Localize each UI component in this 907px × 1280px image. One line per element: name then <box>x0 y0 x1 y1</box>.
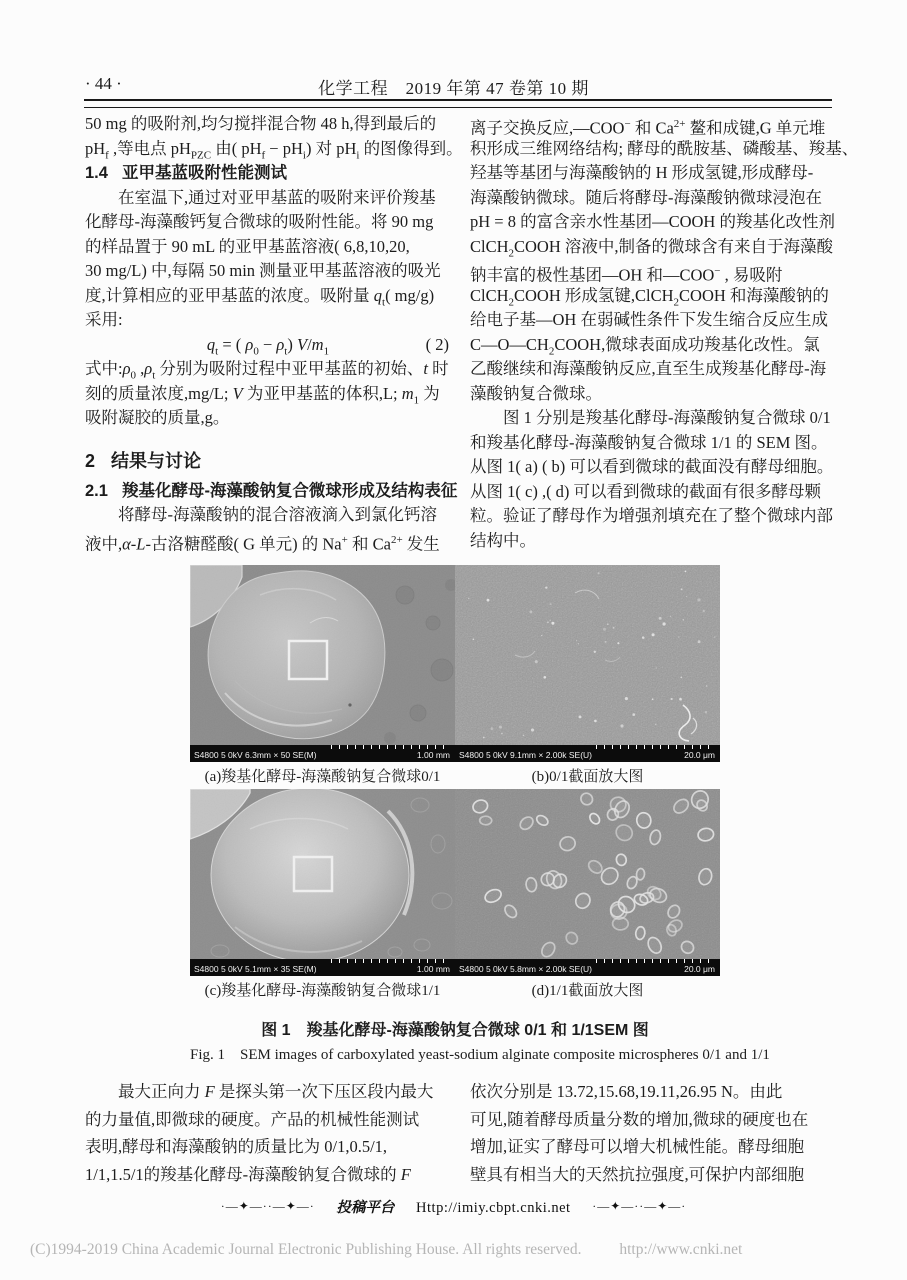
text-line: 30 mg/L) 中,每隔 50 min 测量亚甲基蓝溶液的吸光 <box>85 261 441 280</box>
text-line: 乙酸继续和海藻酸钠反应,直至生成羧基化酵母-海 <box>470 359 827 378</box>
scale-label: 20.0 μm <box>684 964 715 974</box>
footer-decor-right: ·—✦—··—✦—· <box>592 1199 687 1213</box>
text-line: 表明,酵母和海藻酸钠的质量比为 0/1,0.5/1, <box>85 1137 388 1156</box>
section-heading-2-1 <box>85 479 458 504</box>
sem-settings-text: S4800 5 0kV 5.1mm × 35 SE(M) <box>194 964 317 974</box>
sem-panel-b <box>455 565 720 762</box>
text-line: 从图 1( a) ( b) 可以看到微球的截面没有酵母细胞。 <box>470 457 834 476</box>
text-line: 的样品置于 90 mL 的亚甲基蓝溶液( 6,8,10,20, <box>85 236 410 256</box>
text-line: 钠丰富的极性基团—OH 和—COO− , 易吸附 <box>470 265 783 285</box>
scale-label: 1.00 mm <box>416 964 450 974</box>
text-line: 化酵母-海藻酸钙复合微球的吸附性能。将 90 mg <box>85 212 434 231</box>
section-title: 结果与讨论 <box>111 450 202 471</box>
subcaption-a: (a)羧基化酵母-海藻酸钠复合微球0/1 <box>204 769 441 785</box>
section-number: 2.1 <box>85 481 108 500</box>
copyright-url: http://www.cnki.net <box>619 1241 743 1258</box>
text-line: 的力量值,即微球的硬度。产品的机械性能测试 <box>85 1109 420 1129</box>
text-line: 从图 1( c) ,( d) 可以看到微球的截面有很多酵母颗 <box>470 481 822 501</box>
footer-decor-left: ·—✦—··—✦—· <box>220 1199 315 1213</box>
text-line: 增加,证实了酵母可以增大机械性能。酵母细胞 <box>470 1137 805 1156</box>
text-line: $C—O—CH_2COOH$,微球表面成功羧基化改性。氯 <box>470 334 820 357</box>
bottom-right-column <box>470 1078 836 1188</box>
footer-url: Http://imiy.cbpt.cnki.net <box>416 1200 571 1216</box>
sem-image-d <box>455 789 720 959</box>
scale-ticks <box>331 745 449 749</box>
equation-number: ( 2) <box>425 334 449 354</box>
text-line: 结构中。 <box>470 530 536 550</box>
copyright-line <box>30 1241 742 1259</box>
sem-image-b <box>455 565 720 745</box>
text-line: 壁具有相当大的天然抗拉强度,可保护内部细胞 <box>470 1164 805 1184</box>
text-line: pH = 8 的富含亲水性基团—COOH 的羧基化改性剂 <box>470 212 835 231</box>
text-line: 吸附凝胶的质量,g。 <box>85 408 230 427</box>
bottom-left-column <box>85 1078 451 1188</box>
text-line: 积形成三维网络结构; 酵母的酰胺基、磷酸基、羧基、 <box>470 138 859 158</box>
sem-panel-c <box>190 789 455 976</box>
text-line: 粒。验证了酵母作为增强剂填充在了整个微球内部 <box>470 506 833 525</box>
sem-settings-text: S4800 5 0kV 6.3mm × 50 SE(M) <box>194 750 317 760</box>
figure-row-bottom <box>190 789 720 976</box>
text-line: 和羧基化酵母-海藻酸钠复合微球 1/1 的 SEM 图。 <box>470 432 828 452</box>
text-line: 图 1 分别是羧基化酵母-海藻酸钠复合微球 0/1 <box>470 408 831 427</box>
sem-info-bar <box>190 745 455 762</box>
sem-info-bar <box>190 959 455 976</box>
equation-body: $q_t$ = ( $\rho_0 - \rho_t$) $V/m_1$ <box>206 334 330 357</box>
text-line: 将酵母-海藻酸钠的混合溶液滴入到氯化钙溶 <box>85 505 437 524</box>
text-line: 藻酸钠复合微球。 <box>470 383 602 403</box>
text-line: 1/1,1.5/1的羧基化酵母-海藻酸钠复合微球的 F <box>85 1164 411 1184</box>
scale-label: 1.00 mm <box>416 750 450 760</box>
subcaption-c: (c)羧基化酵母-海藻酸钠复合微球1/1 <box>204 983 441 999</box>
sem-image-a <box>190 565 455 745</box>
left-column <box>85 112 463 553</box>
text-line: 最大正向力 F 是探头第一次下压区段内最大 <box>85 1082 434 1101</box>
text-line: 50 mg 的吸附剂,均匀搅拌混合物 48 h,得到最后的 <box>85 114 437 133</box>
figure-row-top <box>190 565 720 762</box>
text-line: ClCH$_2$COOH 溶液中,制备的微球含有来自于海藻酸 <box>470 236 834 259</box>
sem-info-bar <box>455 959 720 976</box>
text-line: 给电子基—OH 在弱碱性条件下发生缩合反应生成 <box>470 310 828 329</box>
page-number: · 44 · <box>85 74 122 93</box>
footer-label: 投稿平台 <box>336 1200 395 1216</box>
text-line: 液中,α-L-古洛糖醛酸( G 单元) 的 Na+ 和 $Ca^{2+}$ 发生 <box>85 533 440 553</box>
text-line: 依次分别是 13.72,15.68,19.11,26.95 N。由此 <box>470 1082 783 1101</box>
section-title: 亚甲基蓝吸附性能测试 <box>121 164 287 182</box>
section-title: 羧基化酵母-海藻酸钠复合微球形成及结构表征 <box>121 481 458 500</box>
figure-caption-en: Fig. 1 SEM images of carboxylated yeast-sodium alginate composite microspheres 0/1 and 1/1 <box>190 1047 770 1063</box>
header-double-rule <box>84 99 832 108</box>
subcaption-b: (b)0/1截面放大图 <box>531 769 644 785</box>
text-line: 可见,随着酵母质量分数的增加,微球的硬度也在 <box>470 1109 809 1129</box>
scale-ticks <box>596 959 714 963</box>
figure-1 <box>190 565 770 1064</box>
section-heading-2 <box>85 448 451 474</box>
paragraph-microsphere-formation <box>85 503 451 552</box>
paragraph-equation-terms <box>85 357 451 431</box>
text-line: 在室温下,通过对亚甲基蓝的吸附来评价羧基 <box>85 187 436 207</box>
text-line: 海藻酸钠微球。随后将酵母-海藻酸钠微球浸泡在 <box>470 187 822 207</box>
equation-2 <box>85 333 451 358</box>
paragraph-adsorption-test <box>85 186 451 333</box>
submission-platform-footer <box>0 1196 907 1217</box>
text-line: 刻的质量浓度,mg/L; V 为亚甲基蓝的体积,L; $m_1$ 为 <box>85 383 440 406</box>
scale-ticks <box>596 745 714 749</box>
right-column <box>470 112 859 553</box>
section-heading-1-4 <box>85 161 451 186</box>
scale-label: 20.0 μm <box>684 750 715 760</box>
copyright-text: (C)1994-2019 China Academic Journal Electronic Publishing House. All rights reserved. <box>30 1241 582 1258</box>
subcaption-row-top <box>190 762 720 789</box>
sem-settings-text: S4800 5 0kV 9.1mm × 2.00k SE(U) <box>459 750 592 760</box>
journal-issue-line: 化学工程 2019 年第 47 卷第 10 期 <box>318 79 589 98</box>
text-line: 采用: <box>85 310 123 329</box>
figure-caption-cn: 图 1 羧基化酵母-海藻酸钠复合微球 0/1 和 1/1SEM 图 <box>261 1022 649 1039</box>
intro-paragraph <box>85 112 463 161</box>
scale-ticks <box>331 959 449 963</box>
subcaption-row-bottom <box>190 976 720 1003</box>
sem-settings-text: S4800 5 0kV 5.8mm × 2.00k SE(U) <box>459 964 592 974</box>
text-line: ClCH$_2$COOH 形成氢键,ClCH$_2$COOH 和海藻酸钠的 <box>470 285 829 308</box>
subcaption-d: (d)1/1截面放大图 <box>531 983 644 999</box>
sem-panel-a <box>190 565 455 762</box>
section-number: 1.4 <box>85 164 108 182</box>
sem-panel-d <box>455 789 720 976</box>
text-line: 式中$:\rho_0$ $,\rho_t$ 分别为吸附过程中亚甲基蓝的初始、t 时 <box>85 359 449 382</box>
text-line: 度,计算相应的亚甲基蓝的浓度。吸附量 $q_t$( mg/g) <box>85 285 435 308</box>
text-line: 离子交换反应,—COO− 和 $Ca^{2+}$ 鳌和成键,G 单元堆 <box>470 118 826 138</box>
sem-image-c <box>190 789 455 959</box>
sem-info-bar <box>455 745 720 762</box>
text-line: $pH_f$ ,等电点 $pH_{PZC}$ 由( $pH_f - pH_i$) 对 $pH_i$ 的图像得到。 <box>85 138 463 161</box>
section-number: 2 <box>85 450 96 471</box>
text-line: 羟基等基团与海藻酸钠的 H 形成氢键,形成酵母- <box>470 163 814 182</box>
